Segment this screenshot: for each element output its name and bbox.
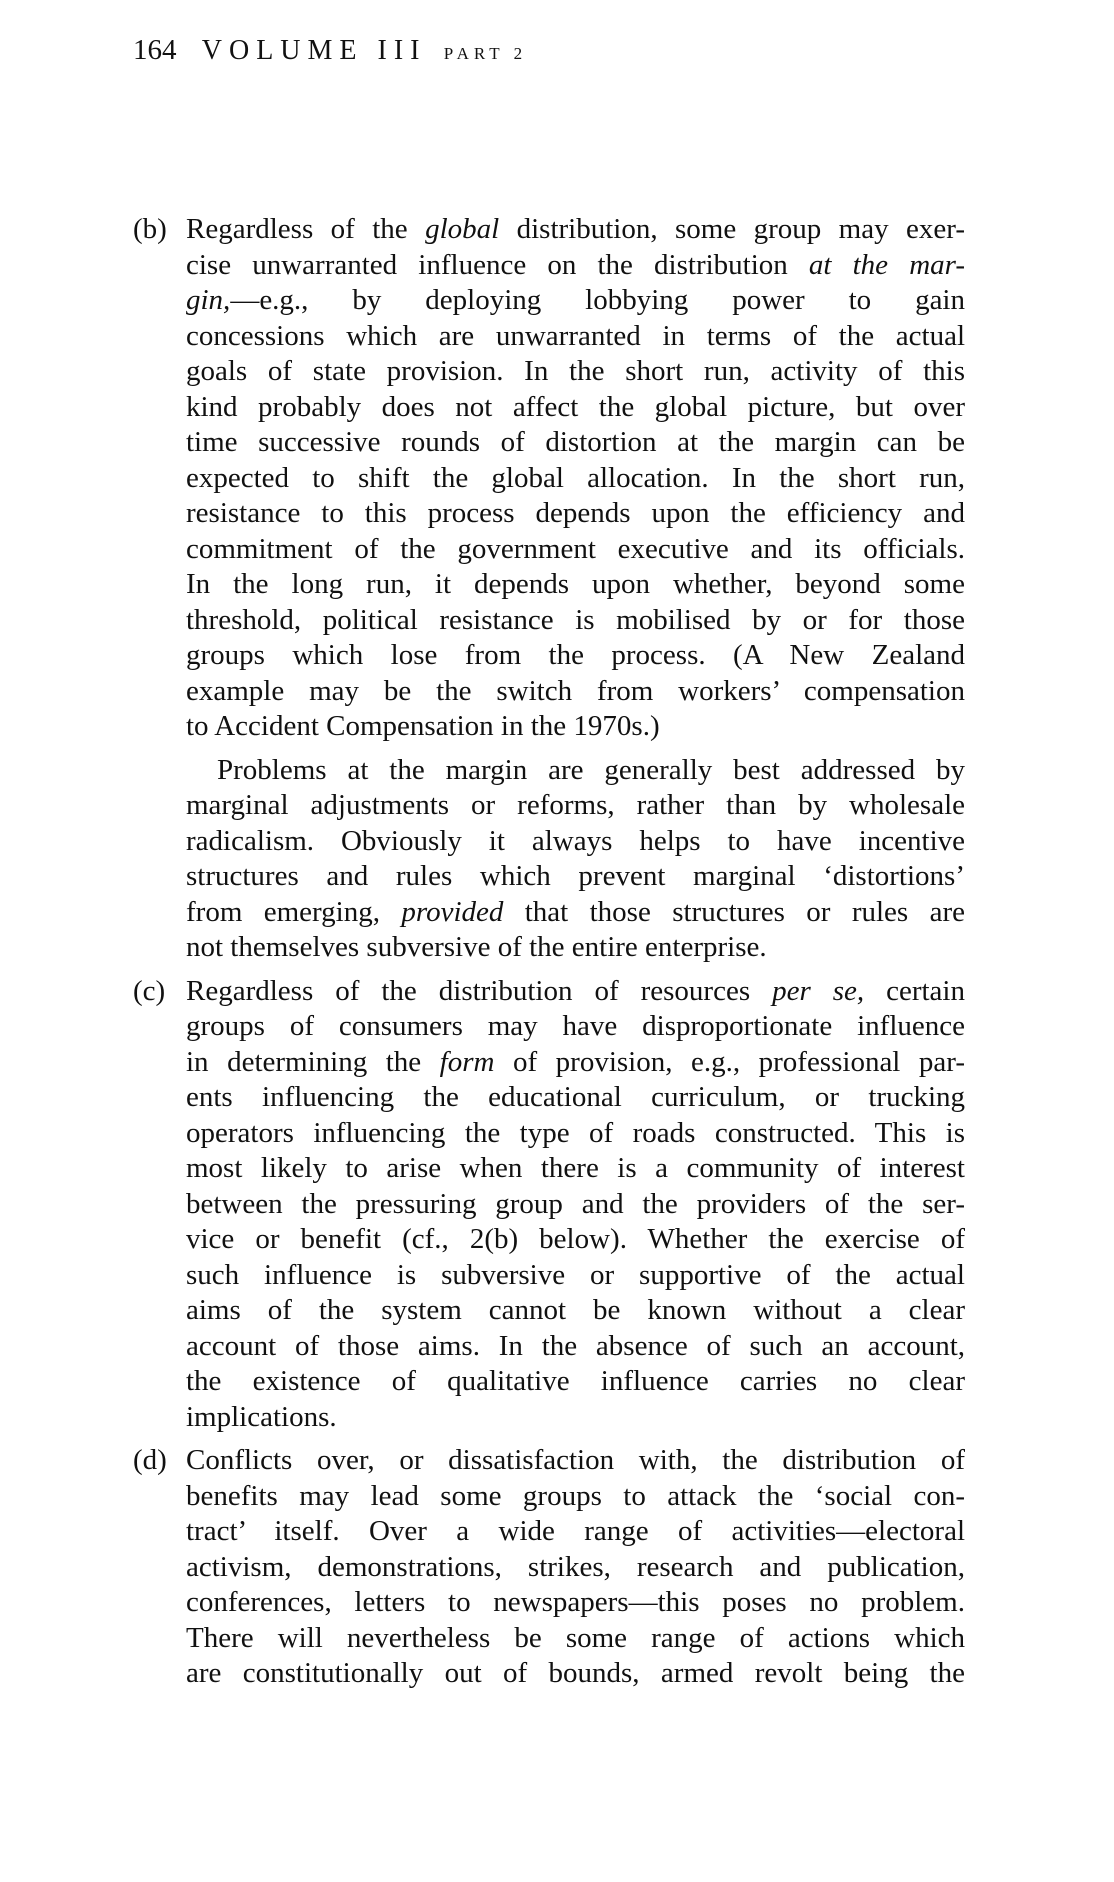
text-segment: most likely to arise when there is a community of interest [186, 1152, 965, 1184]
text-segment: expected to shift the global allocation. In the short run, [186, 461, 965, 494]
text-line [186, 674, 965, 710]
text-line [186, 895, 965, 931]
text-line [186, 1364, 965, 1400]
text-line [186, 859, 965, 895]
text-segment: that those structures or rules are [503, 895, 965, 928]
text-segment: Problems at the margin are generally best addressed by [217, 753, 965, 786]
text-segment: tract’ itself. Over a wide range of activities—electoral [186, 1515, 965, 1547]
text-segment: certain [864, 974, 965, 1007]
text-line [186, 1514, 965, 1550]
text-segment: commitment of the government executive and its officials. [186, 532, 965, 565]
text-line [186, 1400, 965, 1436]
text-segment: Regardless of the distribution of resources [186, 974, 773, 1007]
item-label: (c) [133, 974, 166, 1007]
text-segment: time successive rounds of distortion at the margin can be [186, 426, 965, 458]
text-line [186, 603, 965, 639]
text-line [186, 425, 965, 461]
text-line [186, 753, 965, 789]
italic-text: per se, [772, 974, 865, 1007]
list-item-d [133, 1443, 965, 1692]
text-line [186, 1293, 965, 1329]
list-item-c [133, 974, 965, 1436]
text-line [186, 1550, 965, 1586]
text-line [186, 1116, 965, 1152]
text-line [186, 1479, 965, 1515]
text-segment: cise unwarranted influence on the distribution [186, 248, 809, 281]
text-segment: ents influencing the educational curriculum, or trucking [186, 1081, 965, 1113]
text-line [186, 532, 965, 568]
text-segment: Conflicts over, or dissatisfaction with, the distribution of [186, 1444, 965, 1476]
text-line [186, 638, 965, 674]
text-line [186, 1621, 965, 1657]
text-line [186, 212, 965, 248]
text-segment: marginal adjustments or reforms, rather than by wholesale [186, 789, 965, 821]
text-line [186, 1187, 965, 1223]
text-line [186, 824, 965, 860]
item-label: (d) [133, 1444, 167, 1476]
text-segment: kind probably does not affect the global picture, but over [186, 390, 965, 423]
text-segment: between the pressuring group and the providers of the ser- [186, 1187, 965, 1220]
text-segment: radicalism. Obviously it always helps to have incentive [186, 824, 965, 857]
text-segment: benefits may lead some groups to attack the ‘social con- [186, 1479, 965, 1512]
text-segment: There will nevertheless be some range of actions which [186, 1621, 965, 1654]
italic-text: provided [401, 895, 504, 928]
item-label: (b) [133, 213, 167, 245]
text-segment: implications. [186, 1400, 337, 1433]
italic-text: gin, [186, 284, 231, 316]
text-line [186, 709, 965, 745]
text-segment: such influence is subversive or supportive of the actual [186, 1258, 965, 1291]
text-line [186, 567, 965, 603]
text-line [186, 1080, 965, 1116]
running-header [133, 30, 527, 70]
part-label: PART 2 [443, 44, 528, 63]
item-body [186, 212, 965, 745]
text-line [186, 930, 965, 966]
text-line [186, 1656, 965, 1692]
text-line [186, 1222, 965, 1258]
text-line [186, 1585, 965, 1621]
text-line [186, 319, 965, 355]
text-line [186, 390, 965, 426]
text-segment: resistance to this process depends upon the efficiency and [186, 497, 965, 529]
paragraph-body [186, 753, 965, 966]
text-line [186, 1329, 965, 1365]
text-segment: account of those aims. In the absence of such an account, [186, 1329, 965, 1362]
text-segment: aims of the system cannot be known without a clear [186, 1294, 965, 1326]
item-body [186, 974, 965, 1436]
text-segment: not themselves subversive of the entire enterprise. [186, 931, 767, 963]
italic-text: at the mar- [808, 248, 965, 281]
text-line [186, 1443, 965, 1479]
volume-title: VOLUME III [201, 35, 427, 66]
text-segment: distribution, some group may exer- [499, 213, 965, 245]
text-line [186, 974, 965, 1010]
text-segment: vice or benefit (cf., 2(b) below). Whether the exercise of [186, 1223, 965, 1255]
text-line [186, 788, 965, 824]
text-segment: conferences, letters to newspapers—this poses no problem. [186, 1586, 965, 1618]
text-line [186, 283, 965, 319]
text-segment: from emerging, [186, 895, 402, 928]
text-segment: groups which lose from the process. (A New Zealand [186, 639, 965, 671]
text-line [186, 461, 965, 497]
text-segment: in determining the [186, 1045, 440, 1078]
text-segment: groups of consumers may have disproportionate influence [186, 1010, 965, 1042]
text-segment: concessions which are unwarranted in terms of the actual [186, 319, 965, 352]
text-line [186, 354, 965, 390]
page-body [133, 212, 965, 1692]
italic-text: global [425, 213, 500, 245]
item-body [186, 1443, 965, 1692]
text-segment: to Accident Compensation in the 1970s.) [186, 710, 660, 742]
text-line [186, 1258, 965, 1294]
text-line [186, 496, 965, 532]
italic-text: form [439, 1045, 495, 1078]
text-segment: In the long run, it depends upon whether, beyond some [186, 568, 965, 600]
text-line [186, 1045, 965, 1081]
text-segment: operators influencing the type of roads constructed. This is [186, 1116, 965, 1149]
list-item-b [133, 212, 965, 745]
text-segment: Regardless of the [186, 213, 426, 245]
text-segment: are constitutionally out of bounds, armed revolt being the [186, 1657, 965, 1689]
text-line [186, 1151, 965, 1187]
text-segment: goals of state provision. In the short run, activity of this [186, 355, 965, 387]
page-number: 164 [133, 34, 177, 66]
text-line [186, 248, 965, 284]
text-segment: structures and rules which prevent marginal ‘distortions’ [186, 860, 965, 892]
text-segment: —e.g., by deploying lobbying power to gain [230, 284, 965, 316]
text-segment: activism, demonstrations, strikes, research and publication, [186, 1550, 965, 1583]
text-segment: example may be the switch from workers’ compensation [186, 674, 965, 707]
text-line [186, 1009, 965, 1045]
paragraph-problems [133, 753, 965, 966]
text-segment: the existence of qualitative influence carries no clear [186, 1365, 965, 1397]
text-segment: of provision, e.g., professional par- [494, 1045, 965, 1078]
text-segment: threshold, political resistance is mobilised by or for those [186, 603, 965, 636]
